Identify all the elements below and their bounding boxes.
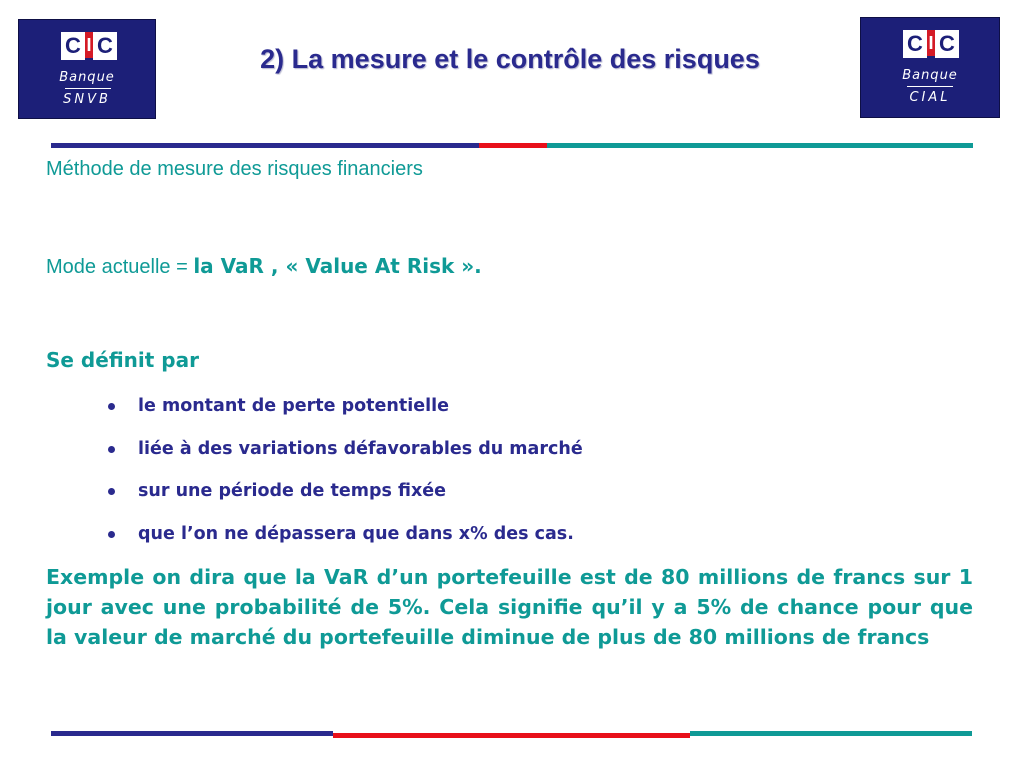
mark-letter-i: I	[927, 30, 935, 56]
bottom-divider-red	[333, 733, 690, 738]
logo-line-bank-name: CIAL	[909, 90, 951, 105]
logo-divider	[65, 88, 111, 89]
slide-title: 2) La mesure et le contrôle des risques	[260, 44, 760, 74]
mark-letter-c1: C	[61, 32, 85, 60]
mode-label: Mode actuelle =	[46, 256, 194, 278]
section-heading: Méthode de mesure des risques financiers	[46, 158, 423, 180]
top-divider-teal	[547, 143, 973, 148]
bottom-divider-navy	[51, 731, 333, 736]
logo-line-bank-name: SNVB	[63, 92, 111, 107]
mark-letter-i: I	[85, 32, 93, 58]
top-divider-navy	[51, 143, 479, 148]
top-divider-red	[479, 143, 547, 148]
bullet-dot-icon	[108, 446, 115, 453]
example-paragraph: Exemple on dira que la VaR d’un portefeuille est de 80 millions de francs sur 1 jour avec une probabilité de 5%. Cela signifie qu’il y a 5% de chance pour que la valeur de marché du portefeuille diminue de plus de 80 millions de francs	[46, 565, 973, 649]
logo-divider	[907, 86, 953, 87]
definition-list	[106, 392, 583, 562]
defined-by-heading: Se définit par	[46, 348, 199, 372]
list-item-text: sur une période de temps fixée	[138, 481, 447, 501]
list-item	[106, 477, 583, 520]
mode-value: la VaR , « Value At Risk ».	[193, 254, 482, 278]
bottom-divider-teal	[690, 731, 972, 736]
list-item-text: que l’on ne dépassera que dans x% des cas.	[138, 523, 574, 544]
bullet-dot-icon	[108, 403, 115, 410]
mark-letter-c2: C	[935, 30, 959, 58]
cic-mark	[903, 30, 959, 58]
bullet-dot-icon	[108, 531, 115, 538]
logo-line-banque: Banque	[59, 70, 115, 85]
list-item	[106, 392, 583, 435]
list-item-text: le montant de perte potentielle	[138, 396, 449, 416]
list-item-text: liée à des variations défavorables du marché	[138, 438, 583, 459]
mark-letter-c2: C	[93, 32, 117, 60]
logo-line-banque: Banque	[902, 68, 958, 83]
bullet-dot-icon	[108, 488, 115, 495]
mode-line	[46, 254, 482, 279]
mark-letter-c1: C	[903, 30, 927, 58]
logo-cic-cial	[860, 17, 1000, 118]
cic-mark	[61, 32, 117, 60]
logo-cic-snvb	[18, 19, 156, 119]
list-item	[106, 435, 583, 478]
list-item	[106, 520, 583, 563]
